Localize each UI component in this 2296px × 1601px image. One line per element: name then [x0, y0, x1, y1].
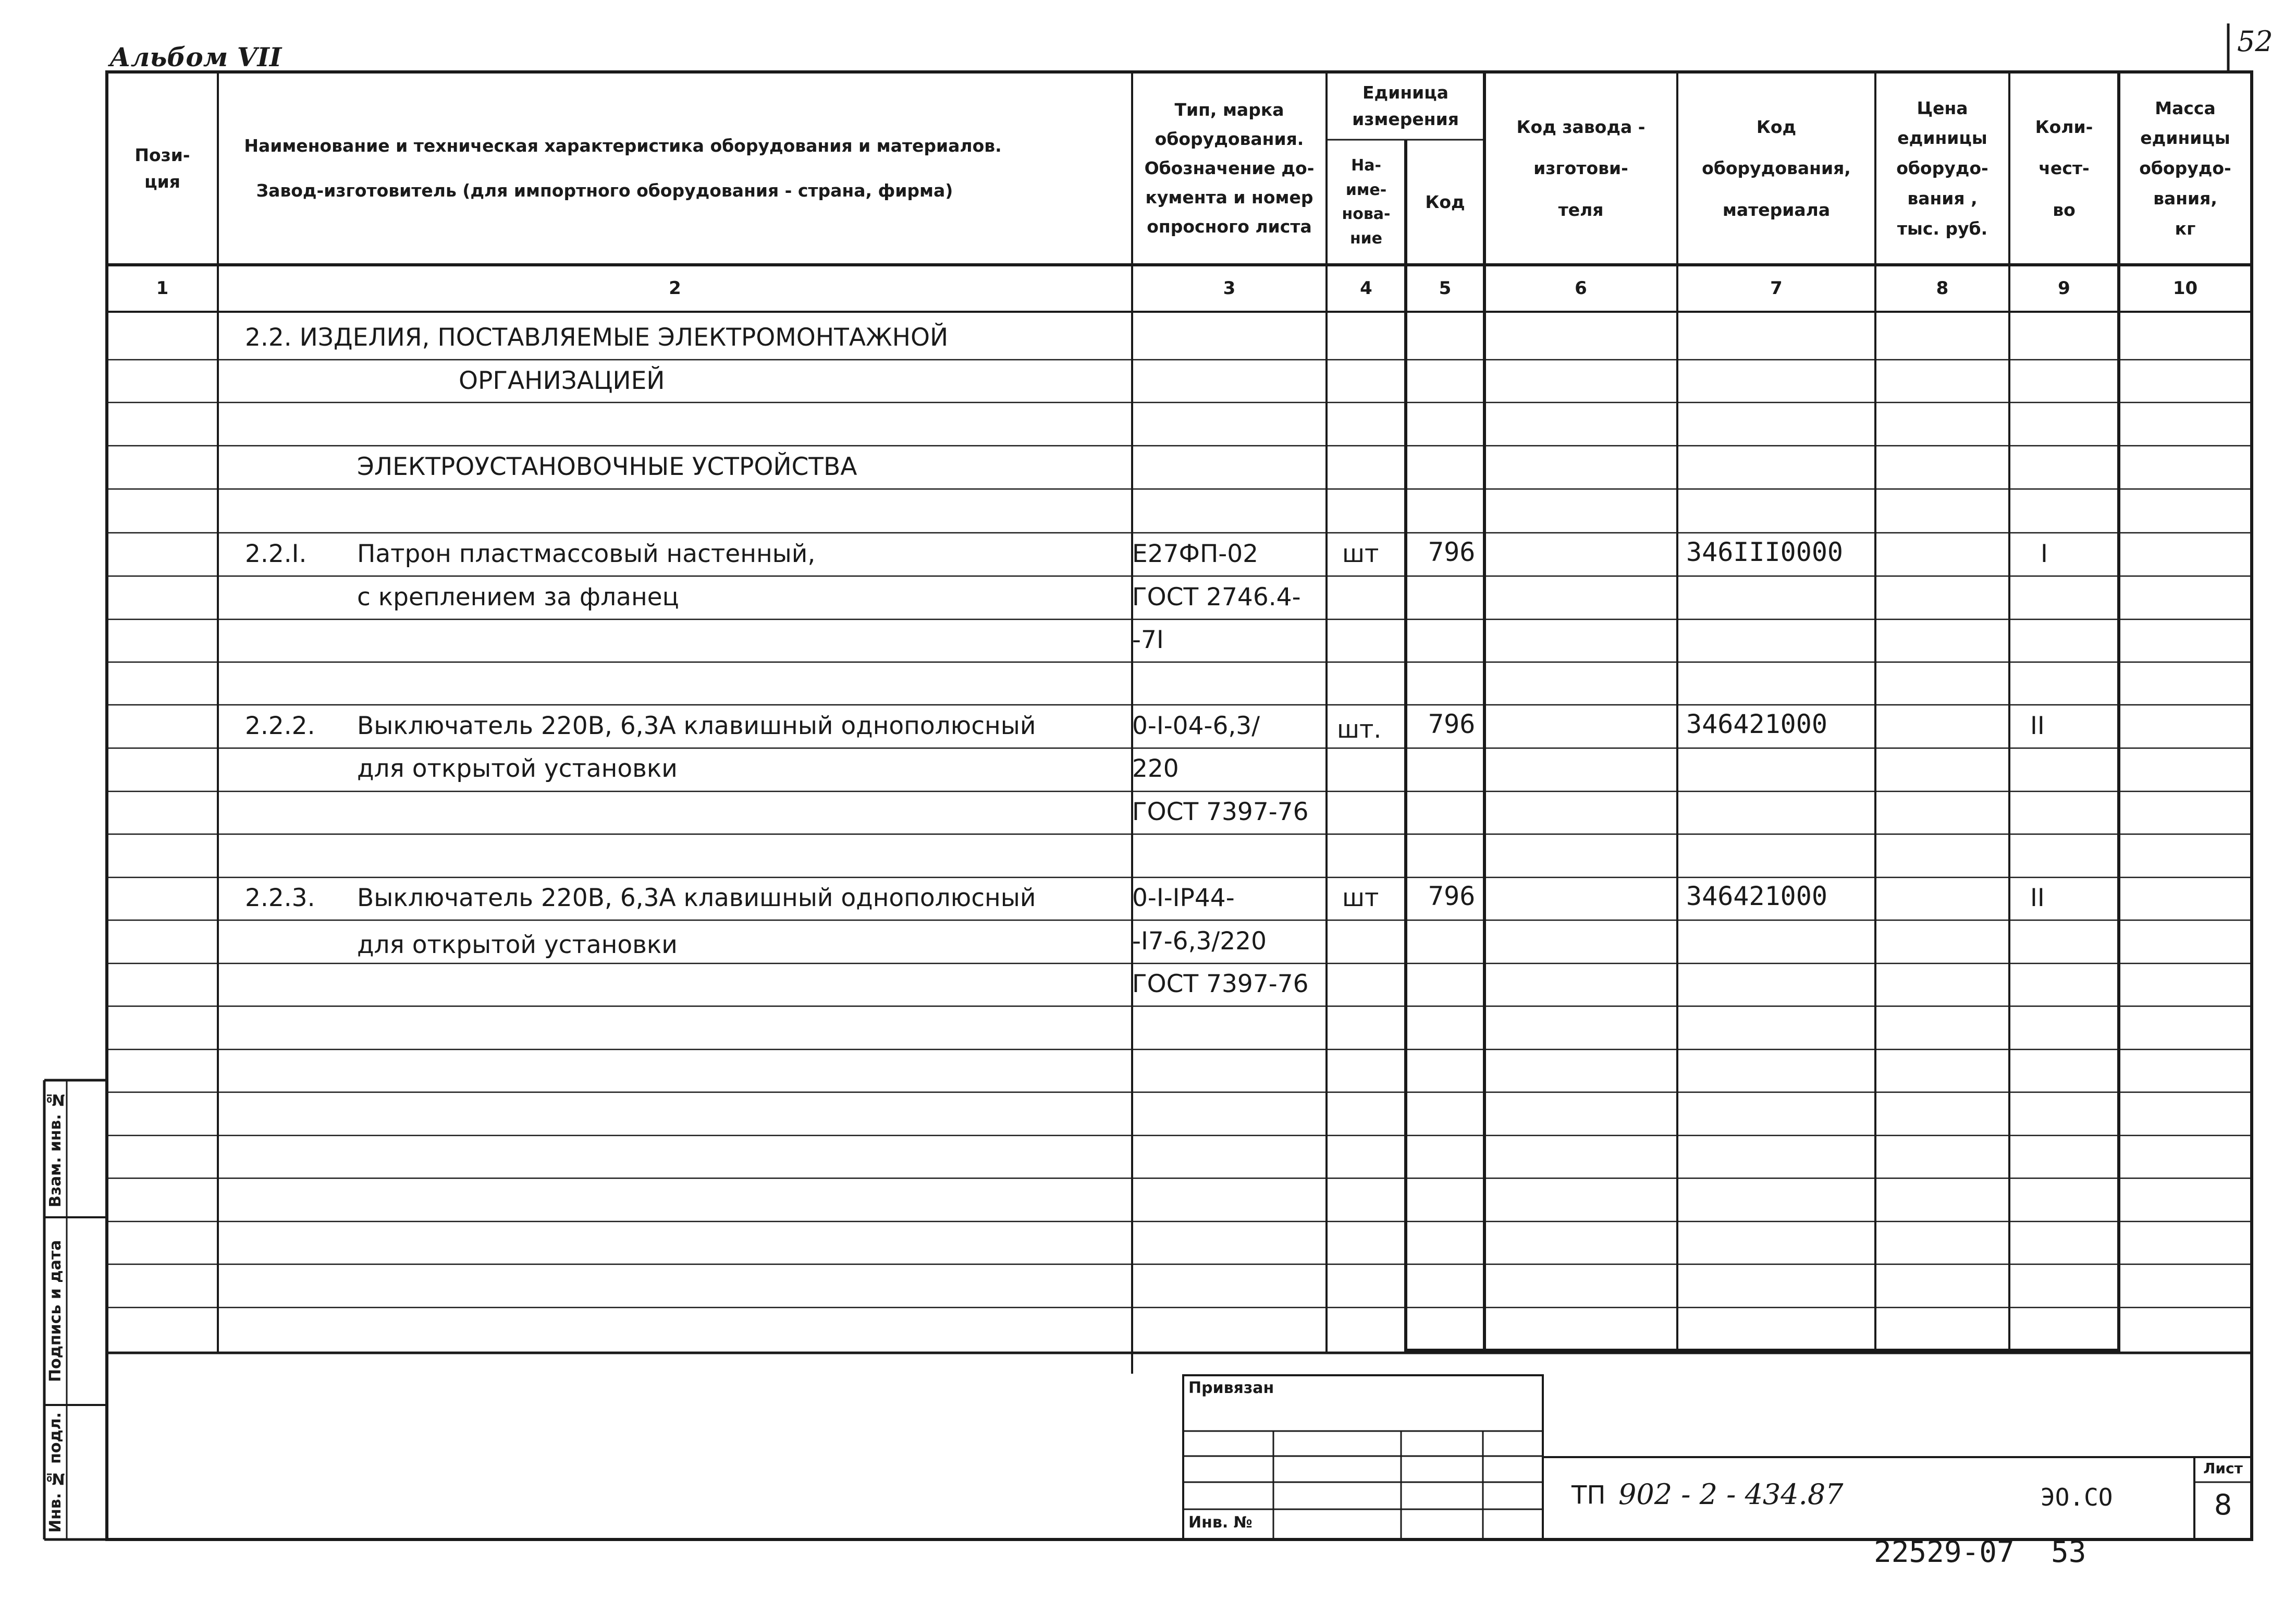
corner-page-number: 52 [2237, 25, 2273, 58]
item-type: 0-I-04-6,3/ [1132, 712, 1260, 740]
item-position: 2.2.I. [245, 540, 307, 568]
item-name: с креплением за фланец [357, 583, 679, 612]
item-type: 0-I-IP44- [1132, 884, 1235, 912]
column-number: 6 [1575, 278, 1587, 299]
section-code: ЭО.СО [2041, 1483, 2113, 1511]
item-type: -7I [1132, 626, 1164, 654]
item-position: 2.2.2. [245, 712, 315, 740]
item-equipment-code: 346421000 [1686, 881, 1827, 911]
archive-number: 22529-07 [1874, 1535, 2015, 1569]
header-plant-code: Код завода - изготови- теля [1516, 117, 1646, 220]
doc-code-prefix: ТП [1571, 1481, 1606, 1510]
item-unit-code: 796 [1428, 537, 1476, 567]
column-number: 3 [1223, 278, 1236, 299]
column-number: 4 [1360, 278, 1372, 299]
column-number: 8 [1936, 278, 1949, 299]
item-name: Патрон пластмассовый настенный, [357, 540, 816, 568]
item-unit-code: 796 [1428, 881, 1476, 911]
item-type: -I7-6,3/220 [1132, 927, 1267, 956]
item-type: ГОСТ 2746.4- [1132, 583, 1301, 612]
section-title-continued: ОРГАНИЗАЦИЕЙ [459, 366, 665, 395]
item-quantity: II [2030, 884, 2045, 912]
item-equipment-code: 346III0000 [1686, 537, 1844, 567]
item-position: 2.2.3. [245, 884, 315, 912]
side-label-replacement-inv: Взам. инв. № [46, 1090, 65, 1207]
item-equipment-code: 346421000 [1686, 709, 1827, 739]
header-quantity: Коли- чест- во [2035, 117, 2093, 220]
item-name: Выключатель 220В, 6,3А клавишный однополюсный [357, 712, 1036, 740]
header-mass: Масса единицы оборудо- вания, кг [2139, 97, 2231, 239]
item-unit: шт [1342, 884, 1379, 912]
side-label-signature-date: Подпись и дата [46, 1240, 65, 1383]
item-quantity: II [2030, 712, 2045, 740]
column-number: 2 [669, 278, 681, 299]
stamp-bound-label: Привязан [1188, 1379, 1274, 1397]
item-name: для открытой установки [357, 931, 678, 959]
item-type: ГОСТ 7397-76 [1132, 798, 1309, 826]
item-unit: шт. [1337, 715, 1382, 744]
item-type: Е27ФП-02 [1132, 540, 1259, 568]
item-quantity: I [2041, 540, 2048, 568]
item-type: 220 [1132, 754, 1179, 783]
column-number: 10 [2172, 278, 2198, 299]
header-price: Цена единицы оборудо- вания , тыс. руб. [1896, 97, 1988, 239]
doc-code: 902 - 2 - 434.87 [1618, 1478, 1844, 1511]
header-position: Пози- ция [134, 144, 190, 192]
section-title: 2.2. ИЗДЕЛИЯ, ПОСТАВЛЯЕМЫЕ ЭЛЕКТРОМОНТАЖНОЙ [245, 323, 949, 352]
header-unit-name: На- име- нова- ние [1342, 156, 1391, 248]
column-number: 7 [1770, 278, 1783, 299]
sheet-label: Лист [2203, 1460, 2243, 1477]
column-number: 5 [1439, 278, 1452, 299]
item-unit-code: 796 [1428, 709, 1476, 739]
item-unit: шт [1342, 540, 1379, 568]
header-unit-code: Код [1425, 192, 1465, 213]
column-number: 9 [2058, 278, 2070, 299]
item-name: для открытой установки [357, 754, 678, 783]
header-name: Наименование и техническая характеристика оборудования и материалов. Завод-изготовитель (для импортного оборудования - страна, фирма) [244, 136, 1002, 201]
header-equipment-code: Код оборудования, материала [1702, 117, 1851, 220]
stamp-inv-label: Инв. № [1188, 1513, 1253, 1532]
header-type: Тип, марка оборудования. Обозначение до- кумента и номер опросного листа [1144, 99, 1315, 237]
subsection-title: ЭЛЕКТРОУСТАНОВОЧНЫЕ УСТРОЙСТВА [357, 453, 857, 481]
header-unit-group: Единица измерения [1352, 82, 1459, 129]
album-label: Альбом VII [109, 42, 282, 72]
archive-page: 53 [2051, 1535, 2086, 1569]
sheet-number: 8 [2214, 1488, 2232, 1521]
side-label-original-inv: Инв. № подл. [46, 1412, 65, 1533]
item-name: Выключатель 220В, 6,3А клавишный однополюсный [357, 884, 1036, 912]
column-number: 1 [156, 278, 169, 299]
item-type: ГОСТ 7397-76 [1132, 970, 1309, 998]
